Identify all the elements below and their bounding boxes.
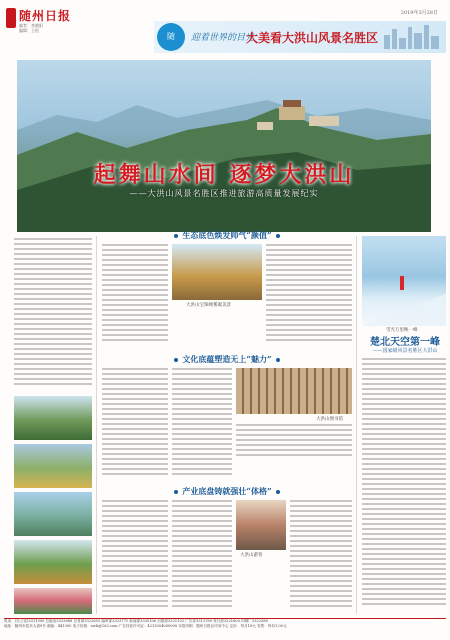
city-skyline-graphic	[382, 25, 442, 49]
column-rule	[356, 236, 357, 614]
library-photo	[236, 368, 352, 414]
feature-banner	[154, 21, 446, 53]
sidebar-subtitle: ——国家级风景名胜区大洪山	[372, 348, 438, 354]
ecology-photo-caption: 大洪山宝珠峰雾凇美景	[186, 303, 231, 308]
left-photo-5	[14, 588, 92, 614]
section-heading-industry	[100, 486, 354, 497]
credit-line: 编辑：王松	[19, 28, 39, 33]
paper-name: 随州日报	[19, 9, 72, 23]
section-heading-text: 产业底盘铸就强壮“体格”	[182, 486, 272, 496]
industry-text-col-2	[172, 500, 232, 610]
industry-text-col-3	[290, 500, 352, 610]
ecology-text-col-1	[102, 244, 168, 344]
sidebar-text	[362, 358, 446, 608]
visitors-photo	[236, 500, 286, 550]
banner-title: 大美看大洪山风景名胜区	[246, 31, 379, 45]
footer-contact-line: 电话：(办公室)3311990 总编室3323888 记者部3323655 编审部3323771 新闻部3330106 出版部3321102 广告部3313789 发行部3321600 印刷厂3322588	[4, 619, 268, 623]
culture-text-col-1	[102, 368, 168, 478]
section-heading-culture	[100, 354, 354, 365]
visitors-photo-caption: 大洪山游客	[240, 553, 263, 558]
paper-credits	[19, 23, 99, 33]
banner-slogan: 迎着世界的目光	[191, 33, 255, 43]
library-photo-caption: 大洪山图书馆	[316, 417, 343, 422]
paper-logo-mark	[6, 8, 16, 28]
hero-headline: 起舞山水间 逐梦大洪山	[93, 162, 355, 188]
hero-photo	[17, 60, 431, 232]
intro-text-block	[14, 238, 92, 388]
left-photo-2	[14, 444, 92, 488]
glass-walkway-graphic	[362, 236, 446, 326]
issue-date: 2019年3月28日	[400, 10, 438, 16]
ecology-text-col-2	[266, 244, 352, 344]
sidebar-title: 楚北天空第一峰	[370, 337, 440, 348]
banner-emblem: 随	[157, 23, 185, 51]
left-photo-1	[14, 396, 92, 440]
culture-text-col-3	[236, 424, 352, 459]
sidebar-photo	[362, 236, 446, 326]
section-heading-text: 文化底蕴塑造无上“魅力”	[182, 354, 272, 364]
footer-address-line: 地址：随州市迎宾大道9号 邮编：441300 电子信箱：szrb@163.com 广告经营许可证：4213004000008 本报印刷：随州日报社印务中心 定价：每月18元 零售：每份1.00元	[4, 624, 287, 628]
mountain-landscape-image	[17, 60, 431, 232]
credit-line: 编者：李晓阳	[19, 23, 43, 28]
column-rule	[96, 236, 97, 614]
culture-text-col-2	[172, 368, 232, 478]
sidebar-photo-caption: 雪光万里映一峰	[386, 328, 418, 333]
industry-text-col-1	[102, 500, 168, 610]
section-heading-text: 生态底色焕发帅气“颜值”	[182, 230, 272, 240]
masthead	[4, 3, 446, 59]
ecology-photo	[172, 244, 262, 300]
left-photo-3	[14, 492, 92, 536]
hero-subheadline: ——大洪山风景名胜区推进旅游高质量发展纪实	[129, 189, 319, 198]
section-heading-ecology	[100, 230, 354, 241]
footer-info	[4, 618, 446, 637]
left-photo-4	[14, 540, 92, 584]
